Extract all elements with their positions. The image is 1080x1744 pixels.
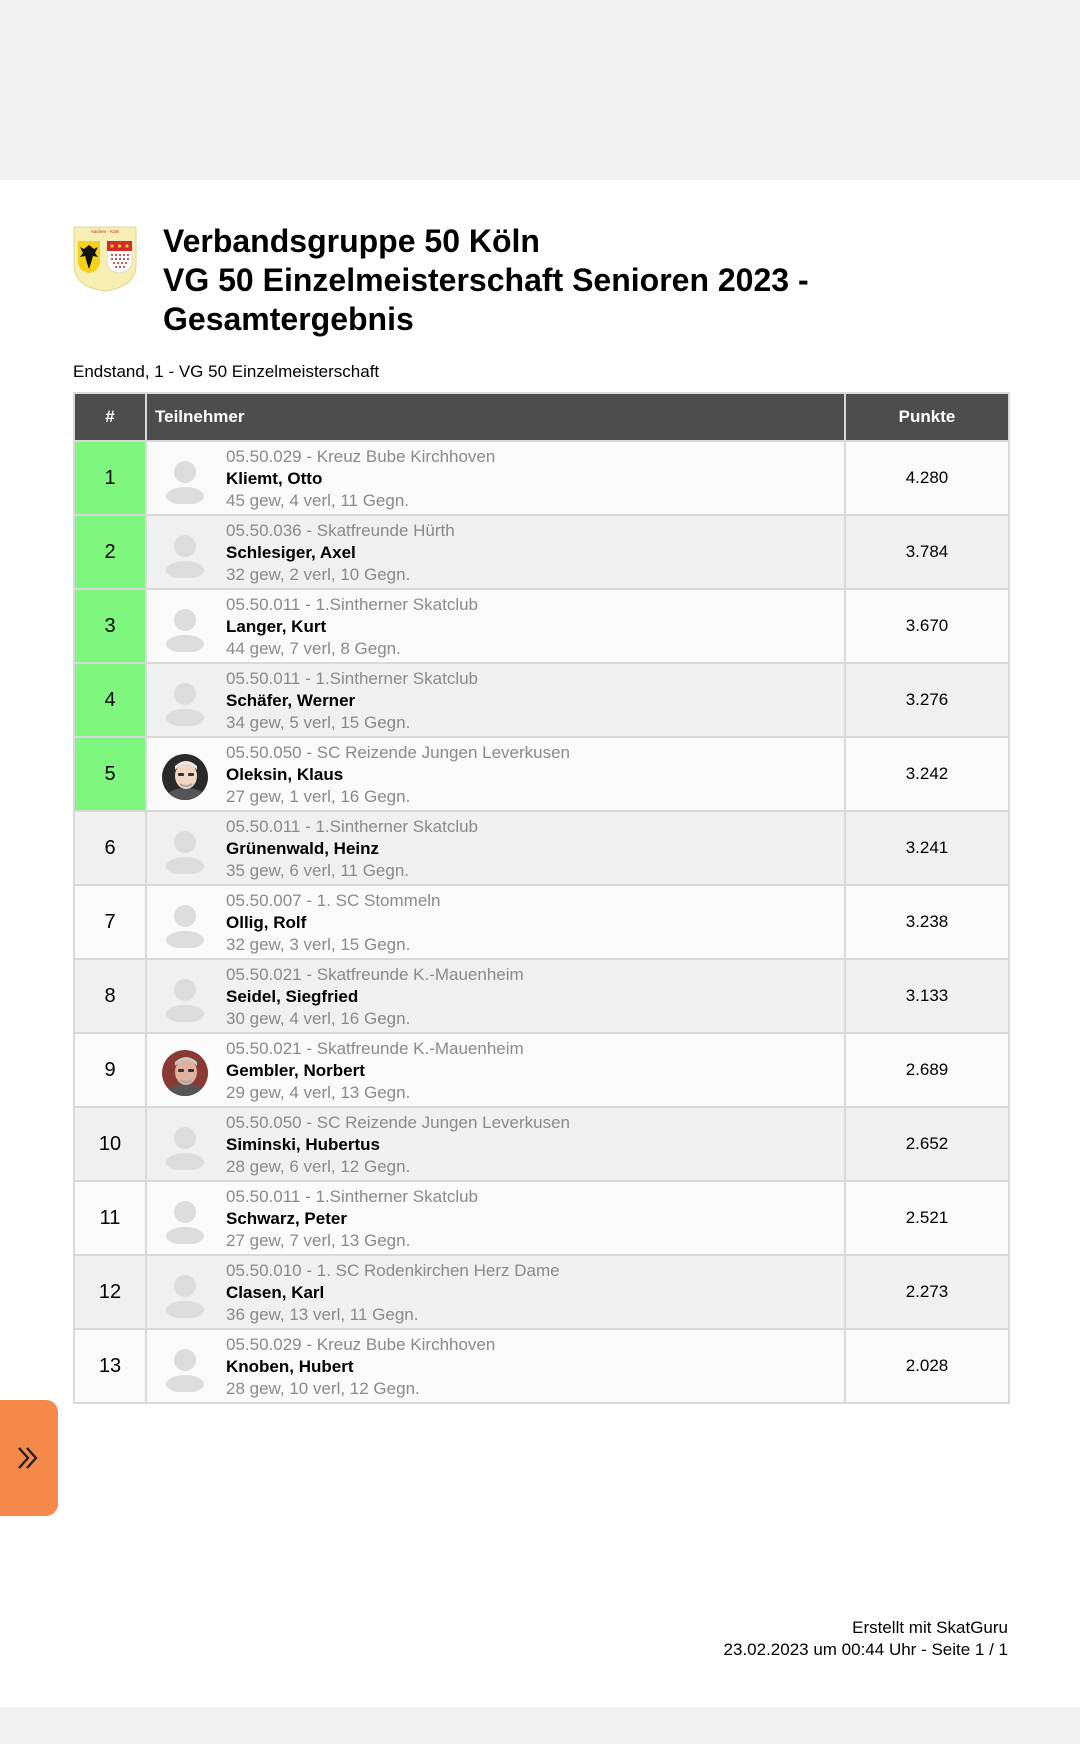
points-cell: 2.689 [845, 1033, 1009, 1107]
game-stats: 35 gew, 6 verl, 11 Gegn. [226, 861, 410, 880]
player-name: Knoben, Hubert [226, 1357, 354, 1376]
rank-cell: 6 [74, 811, 146, 885]
rank-cell: 12 [74, 1255, 146, 1329]
participant-cell [146, 589, 845, 663]
points-cell: 3.670 [845, 589, 1009, 663]
default-avatar-icon [162, 532, 208, 578]
rank-cell: 7 [74, 885, 146, 959]
standings-subtitle: Endstand, 1 - VG 50 Einzelmeisterschaft [73, 362, 380, 381]
column-header-rank: # [74, 393, 146, 441]
player-name: Kliemt, Otto [226, 469, 323, 488]
points-cell: 3.276 [845, 663, 1009, 737]
game-stats: 27 gew, 7 verl, 13 Gegn. [226, 1231, 411, 1250]
game-stats: 29 gew, 4 verl, 13 Gegn. [226, 1083, 411, 1102]
column-header-participant: Teilnehmer [146, 393, 845, 441]
default-avatar-icon [162, 828, 208, 874]
default-avatar-icon [162, 1346, 208, 1392]
club-label: 05.50.011 - 1.Sintherner Skatclub [226, 595, 479, 614]
participant-cell [146, 663, 845, 737]
club-label: 05.50.050 - SC Reizende Jungen Leverkusen [226, 1113, 571, 1132]
points-cell: 2.273 [845, 1255, 1009, 1329]
points-cell: 3.238 [845, 885, 1009, 959]
participant-cell [146, 811, 845, 885]
club-label: 05.50.029 - Kreuz Bube Kirchhoven [226, 447, 496, 466]
rank-cell: 3 [74, 589, 146, 663]
game-stats: 28 gew, 6 verl, 12 Gegn. [226, 1157, 411, 1176]
rank-cell: 5 [74, 737, 146, 811]
title-line: Verbandsgruppe 50 Köln [163, 223, 540, 259]
player-photo-avatar [162, 754, 208, 800]
game-stats: 34 gew, 5 verl, 15 Gegn. [226, 713, 411, 732]
game-stats: 27 gew, 1 verl, 16 Gegn. [226, 787, 411, 806]
participant-cell [146, 1329, 845, 1403]
participant-cell [146, 737, 845, 811]
rank-cell: 2 [74, 515, 146, 589]
club-label: 05.50.010 - 1. SC Rodenkirchen Herz Dame [226, 1261, 560, 1280]
participant-cell [146, 1255, 845, 1329]
table-row [74, 959, 1009, 1033]
logo-text: Aachen - Köln [90, 229, 120, 234]
points-cell: 2.521 [845, 1181, 1009, 1255]
player-name: Clasen, Karl [226, 1283, 325, 1302]
player-name: Grünenwald, Heinz [226, 839, 380, 858]
column-header-points: Punkte [845, 393, 1009, 441]
game-stats: 30 gew, 4 verl, 16 Gegn. [226, 1009, 411, 1028]
table-row [74, 589, 1009, 663]
table-row [74, 885, 1009, 959]
game-stats: 32 gew, 3 verl, 15 Gegn. [226, 935, 411, 954]
player-name: Oleksin, Klaus [226, 765, 344, 784]
results-table [73, 392, 1010, 1404]
club-label: 05.50.007 - 1. SC Stommeln [226, 891, 441, 910]
club-label: 05.50.036 - Skatfreunde Hürth [226, 521, 455, 540]
player-name: Langer, Kurt [226, 617, 327, 636]
table-row [74, 811, 1009, 885]
club-label: 05.50.011 - 1.Sintherner Skatclub [226, 817, 479, 836]
default-avatar-icon [162, 902, 208, 948]
player-name: Ollig, Rolf [226, 913, 307, 932]
rank-cell: 1 [74, 441, 146, 515]
table-row [74, 1255, 1009, 1329]
double-chevron-right-icon [14, 1443, 44, 1473]
player-name: Seidel, Siegfried [226, 987, 359, 1006]
page-title [163, 222, 1043, 339]
rank-cell: 9 [74, 1033, 146, 1107]
table-row [74, 1329, 1009, 1403]
default-avatar-icon [162, 1198, 208, 1244]
club-label: 05.50.011 - 1.Sintherner Skatclub [226, 669, 479, 688]
participant-cell [146, 959, 845, 1033]
table-row [74, 515, 1009, 589]
points-cell: 3.784 [845, 515, 1009, 589]
points-cell: 2.028 [845, 1329, 1009, 1403]
club-label: 05.50.011 - 1.Sintherner Skatclub [226, 1187, 479, 1206]
points-cell: 3.133 [845, 959, 1009, 1033]
player-photo-avatar [162, 1050, 208, 1096]
table-row [74, 1181, 1009, 1255]
rank-cell: 8 [74, 959, 146, 1033]
player-name: Siminski, Hubertus [226, 1135, 380, 1154]
club-label: 05.50.021 - Skatfreunde K.-Mauenheim [226, 1039, 524, 1058]
page-footer [724, 1617, 1008, 1661]
participant-cell [146, 1033, 845, 1107]
points-cell: 4.280 [845, 441, 1009, 515]
table-row [74, 737, 1009, 811]
default-avatar-icon [162, 976, 208, 1022]
rank-cell: 11 [74, 1181, 146, 1255]
game-stats: 36 gew, 13 verl, 11 Gegn. [226, 1305, 419, 1324]
results-body [74, 441, 1009, 1403]
default-avatar-icon [162, 1124, 208, 1170]
participant-cell [146, 515, 845, 589]
points-cell: 3.242 [845, 737, 1009, 811]
table-row [74, 663, 1009, 737]
participant-cell [146, 1107, 845, 1181]
title-line: Gesamtergebnis [163, 301, 414, 337]
game-stats: 32 gew, 2 verl, 10 Gegn. [226, 565, 411, 584]
club-label: 05.50.050 - SC Reizende Jungen Leverkusen [226, 743, 571, 762]
footer-credit: Erstellt mit SkatGuru [852, 1618, 1008, 1637]
footer-date-page: 23.02.2023 um 00:44 Uhr - Seite 1 / 1 [723, 1640, 1008, 1659]
player-name: Schwarz, Peter [226, 1209, 347, 1228]
points-cell: 2.652 [845, 1107, 1009, 1181]
player-name: Schlesiger, Axel [226, 543, 356, 562]
participant-cell [146, 441, 845, 515]
participant-cell [146, 1181, 845, 1255]
game-stats: 45 gew, 4 verl, 11 Gegn. [226, 491, 410, 510]
points-cell: 3.241 [845, 811, 1009, 885]
table-row [74, 1107, 1009, 1181]
table-header-row [74, 393, 1009, 441]
default-avatar-icon [162, 1272, 208, 1318]
default-avatar-icon [162, 458, 208, 504]
rank-cell: 4 [74, 663, 146, 737]
default-avatar-icon [162, 606, 208, 652]
rank-cell: 13 [74, 1329, 146, 1403]
player-name: Schäfer, Werner [226, 691, 356, 710]
game-stats: 28 gew, 10 verl, 12 Gegn. [226, 1379, 420, 1398]
club-label: 05.50.021 - Skatfreunde K.-Mauenheim [226, 965, 524, 984]
association-logo [72, 225, 138, 293]
title-line: VG 50 Einzelmeisterschaft Senioren 2023 - [163, 262, 809, 298]
table-row [74, 441, 1009, 515]
game-stats: 44 gew, 7 verl, 8 Gegn. [226, 639, 401, 658]
club-label: 05.50.029 - Kreuz Bube Kirchhoven [226, 1335, 496, 1354]
expand-sidebar-button[interactable] [0, 1400, 58, 1516]
table-row [74, 1033, 1009, 1107]
player-name: Gembler, Norbert [226, 1061, 365, 1080]
rank-cell: 10 [74, 1107, 146, 1181]
participant-cell [146, 885, 845, 959]
default-avatar-icon [162, 680, 208, 726]
